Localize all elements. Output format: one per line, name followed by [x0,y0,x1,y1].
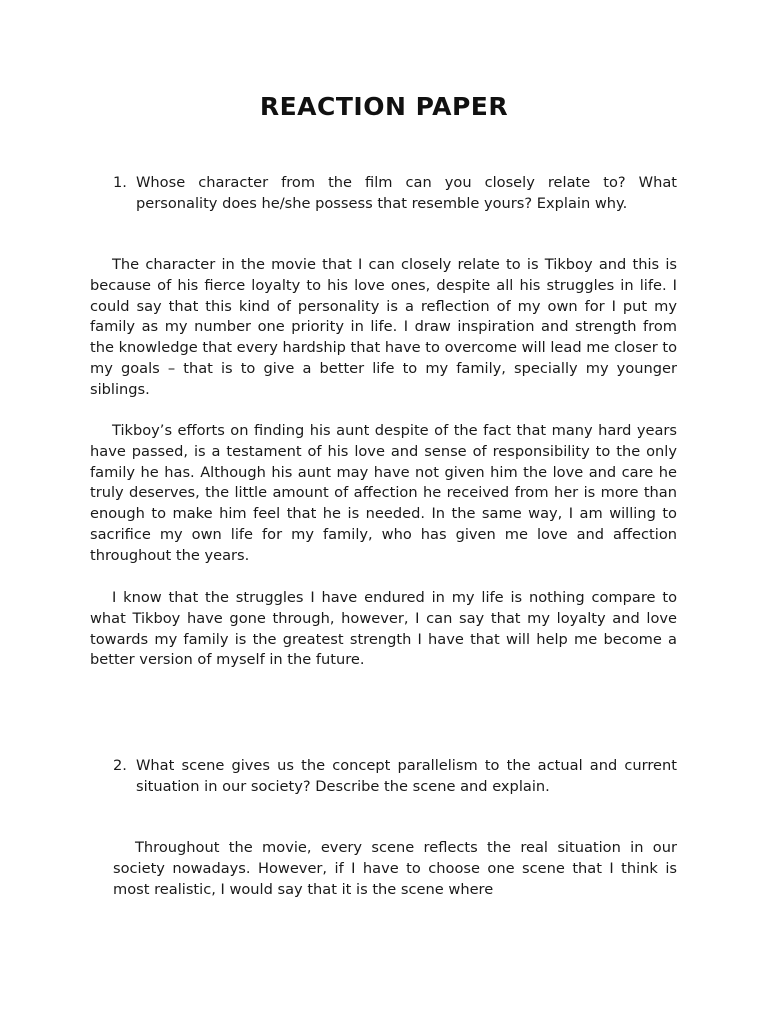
question-text: Whose character from the film can you closely relate to? What personality does he/she possess that resemble yours? Explain why. [136,174,677,212]
page-title: REACTION PAPER [259,92,509,121]
answer-paragraph-3: I know that the struggles I have endured in my life is nothing compare to what Tikboy have gone through, however, I can say that my loyalty and love towards my family is the greatest strength I have that will help me become a better version of myself in the future. [90,589,677,669]
answer-paragraph-2: Tikboy’s efforts on finding his aunt despite of the fact that many hard years have passed, is a testament of his love and sense of responsibility to the only family he has. Although his aunt may have not given him the love and care he truly deserves, the little amount of affection he received from her is more than enough to make him feel that he is needed. In the same way, I am willing to sacrifice my own life for my family, who has given me love and affection throughout the years. [90,422,677,564]
answer-paragraph-4: Throughout the movie, every scene reflects the real situation in our society nowadays. However, if I have to choose one scene that I think is most realistic, I would say that it is the scene where [113,839,677,898]
question-text: What scene gives us the concept parallelism to the actual and current situation in our society? Describe the scene and explain. [136,757,677,795]
question-1 [113,172,677,214]
answer-paragraph-1: The character in the movie that I can closely relate to is Tikboy and this is because of his fierce loyalty to his love ones, despite all his struggles in life. I could say that this kind of personality is a reflection of my own for I put my family as my number one priority in life. I draw inspiration and strength from the knowledge that every hardship that have to overcome will lead me closer to my goals – that is to give a better life to my family, specially my younger siblings. [90,256,677,398]
question-number: 2. [113,757,127,774]
question-number: 1. [113,174,127,191]
question-2 [113,755,677,797]
